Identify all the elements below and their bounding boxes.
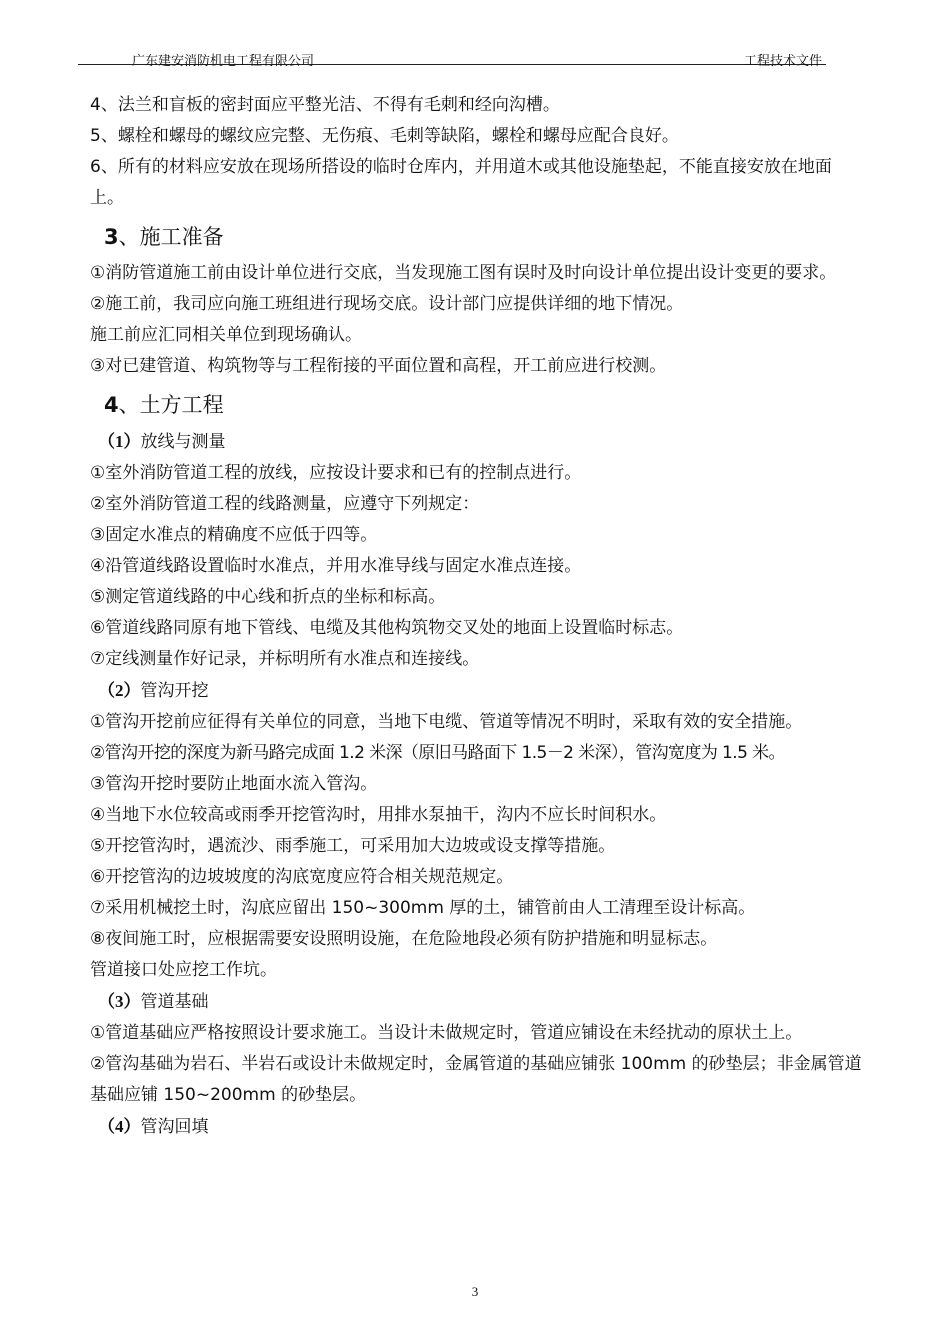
list-item: ⑥开挖管沟的边坡坡度的沟底宽度应符合相关规范规定。 bbox=[90, 867, 514, 887]
section-title: 、施工准备 bbox=[118, 225, 224, 249]
list-item: ①消防管道施工前由设计单位进行交底，当发现施工图有误时及时向设计单位提出设计变更的要求。 bbox=[90, 263, 837, 283]
list-item: ②施工前，我司应向施工班组进行现场交底。设计部门应提供详细的地下情况。 bbox=[90, 294, 684, 314]
list-item: ②管沟基础为岩石、半岩石或设计未做规定时，金属管道的基础应铺张 100mm 的砂垫层；非金属管道基础应铺 150~200mm 的砂垫层。 bbox=[90, 1054, 862, 1105]
list-item: ①室外消防管道工程的放线，应按设计要求和已有的控制点进行。 bbox=[90, 463, 582, 483]
subsection-heading bbox=[90, 986, 865, 1018]
list-item: ④沿管道线路设置临时水准点，并用水准导线与固定水准点连接。 bbox=[90, 556, 582, 576]
list-item: ④当地下水位较高或雨季开挖管沟时，用排水泵抽干，沟内不应长时间积水。 bbox=[90, 805, 667, 825]
subsection-number: （3） bbox=[98, 992, 141, 1011]
subsection-heading bbox=[90, 426, 865, 458]
paragraph: 4、法兰和盲板的密封面应平整光洁、不得有毛刺和经向沟槽。 bbox=[90, 95, 560, 115]
list-item: ⑤测定管道线路的中心线和折点的坐标和标高。 bbox=[90, 587, 446, 607]
subsection-title: 管沟开挖 bbox=[140, 681, 209, 701]
list-item: ②室外消防管道工程的线路测量，应遵守下列规定： bbox=[90, 494, 480, 514]
list-item: ⑦定线测量作好记录，并标明所有水准点和连接线。 bbox=[90, 649, 480, 669]
section-number: 3 bbox=[104, 225, 119, 249]
list-item: 管道接口处应挖工作坑。 bbox=[90, 960, 277, 980]
subsection-title: 放线与测量 bbox=[140, 432, 226, 452]
section-heading-3 bbox=[104, 218, 865, 256]
list-item: ⑦采用机械挖土时，沟底应留出 150~300mm 厚的土，铺管前由人工清理至设计标高。 bbox=[90, 898, 756, 918]
subsection-title: 管沟回填 bbox=[140, 1117, 209, 1137]
list-item: ⑤开挖管沟时，遇流沙、雨季施工，可采用加大边坡或设支撑等措施。 bbox=[90, 836, 616, 856]
list-item: ①管道基础应严格按照设计要求施工。当设计未做规定时，管道应铺设在未经扰动的原状土上。 bbox=[90, 1023, 803, 1043]
list-item: ②管沟开挖的深度为新马路完成面 1.2 米深（原旧马路面下 1.5－2 米深），管沟宽度为 1.5 米。 bbox=[90, 743, 785, 763]
list-item: ③管沟开挖时要防止地面水流入管沟。 bbox=[90, 774, 378, 794]
subsection-number: （1） bbox=[98, 432, 141, 451]
list-item: ⑥管道线路同原有地下管线、电缆及其他构筑物交叉处的地面上设置临时标志。 bbox=[90, 618, 684, 638]
page-header bbox=[78, 44, 826, 69]
subsection-number: （4） bbox=[98, 1117, 141, 1136]
subsection-heading bbox=[90, 1111, 865, 1143]
section-number: 4 bbox=[104, 393, 119, 417]
section-heading-4 bbox=[104, 386, 865, 424]
page-number: 3 bbox=[471, 1284, 479, 1299]
subsection-number: （2） bbox=[98, 681, 141, 700]
list-item: ⑧夜间施工时，应根据需要安设照明设施，在危险地段必须有防护措施和明显标志。 bbox=[90, 929, 718, 949]
list-item: ①管沟开挖前应征得有关单位的同意，当地下电缆、管道等情况不明时，采取有效的安全措施。 bbox=[90, 712, 803, 732]
header-doc-type: 工程技术文件 bbox=[743, 54, 822, 69]
paragraph: 5、螺栓和螺母的螺纹应完整、无伤痕、毛刺等缺陷，螺栓和螺母应配合良好。 bbox=[90, 126, 679, 146]
subsection-title: 管道基础 bbox=[140, 992, 209, 1012]
document-body bbox=[90, 90, 865, 1143]
list-item: ③对已建管道、构筑物等与工程衔接的平面位置和高程，开工前应进行校测。 bbox=[90, 356, 667, 376]
header-company: 广东建安消防机电工程有限公司 bbox=[132, 54, 315, 69]
subsection-heading bbox=[90, 675, 865, 707]
list-item: 施工前应汇同相关单位到现场确认。 bbox=[90, 325, 362, 345]
list-item: ③固定水准点的精确度不应低于四等。 bbox=[90, 525, 378, 545]
section-title: 、土方工程 bbox=[118, 393, 224, 417]
paragraph: 6、所有的材料应安放在现场所搭设的临时仓库内，并用道木或其他设施垫起，不能直接安放在地面上。 bbox=[90, 157, 832, 208]
